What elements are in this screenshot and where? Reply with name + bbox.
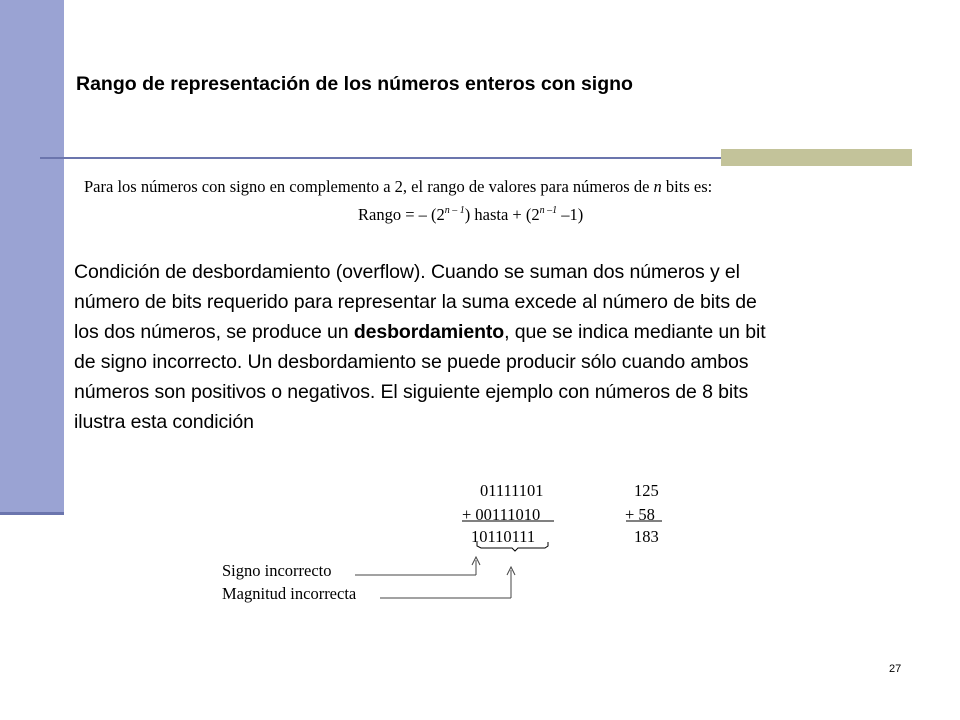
- magnitude-label: Magnitud incorrecta: [222, 584, 357, 603]
- binary-sum: 10110111: [471, 527, 536, 546]
- formula-exponent-2: n –1: [539, 205, 558, 216]
- paragraph-line: Condición de desbordamiento (overflow). Cuando se suman dos números y el: [74, 261, 740, 283]
- paragraph-line: ilustra esta condición: [74, 411, 254, 433]
- binary-operand-1: 01111101: [480, 481, 544, 500]
- binary-operand-2: + 00111010: [462, 505, 541, 524]
- slide-title: Rango de representación de los números enteros con signo: [76, 73, 633, 95]
- paragraph-text: los dos números, se produce un: [74, 321, 354, 343]
- sign-bit-label: Signo incorrecto: [222, 561, 332, 580]
- decimal-operand-2: + 58: [625, 505, 655, 524]
- formula-exponent-1: n – 1: [444, 205, 465, 216]
- formula-part-b: ) hasta + (2: [464, 205, 540, 224]
- formula-part-a: Rango = – (2: [358, 205, 445, 224]
- intro-text-b: bits es:: [661, 177, 713, 196]
- paragraph-text: , que se indica mediante un bit: [504, 321, 766, 343]
- page-number: 27: [889, 663, 902, 675]
- paragraph-line: números son positivos o negativos. El siguiente ejemplo con números de 8 bits: [74, 381, 749, 403]
- paragraph-line: de signo incorrecto. Un desbordamiento se puede producir sólo cuando ambos: [74, 351, 749, 373]
- intro-variable-n: n: [653, 177, 662, 196]
- paragraph-line: número de bits requerido para representar la suma excede al número de bits de: [74, 291, 757, 313]
- magnitude-brace: [477, 542, 548, 551]
- formula-part-c: –1): [557, 205, 584, 224]
- decimal-sum: 183: [634, 527, 659, 546]
- intro-text-a: Para los números con signo en complemento a 2, el rango de valores para números de: [84, 177, 654, 196]
- overflow-term: desbordamiento: [353, 321, 505, 343]
- decimal-operand-1: 125: [634, 481, 659, 500]
